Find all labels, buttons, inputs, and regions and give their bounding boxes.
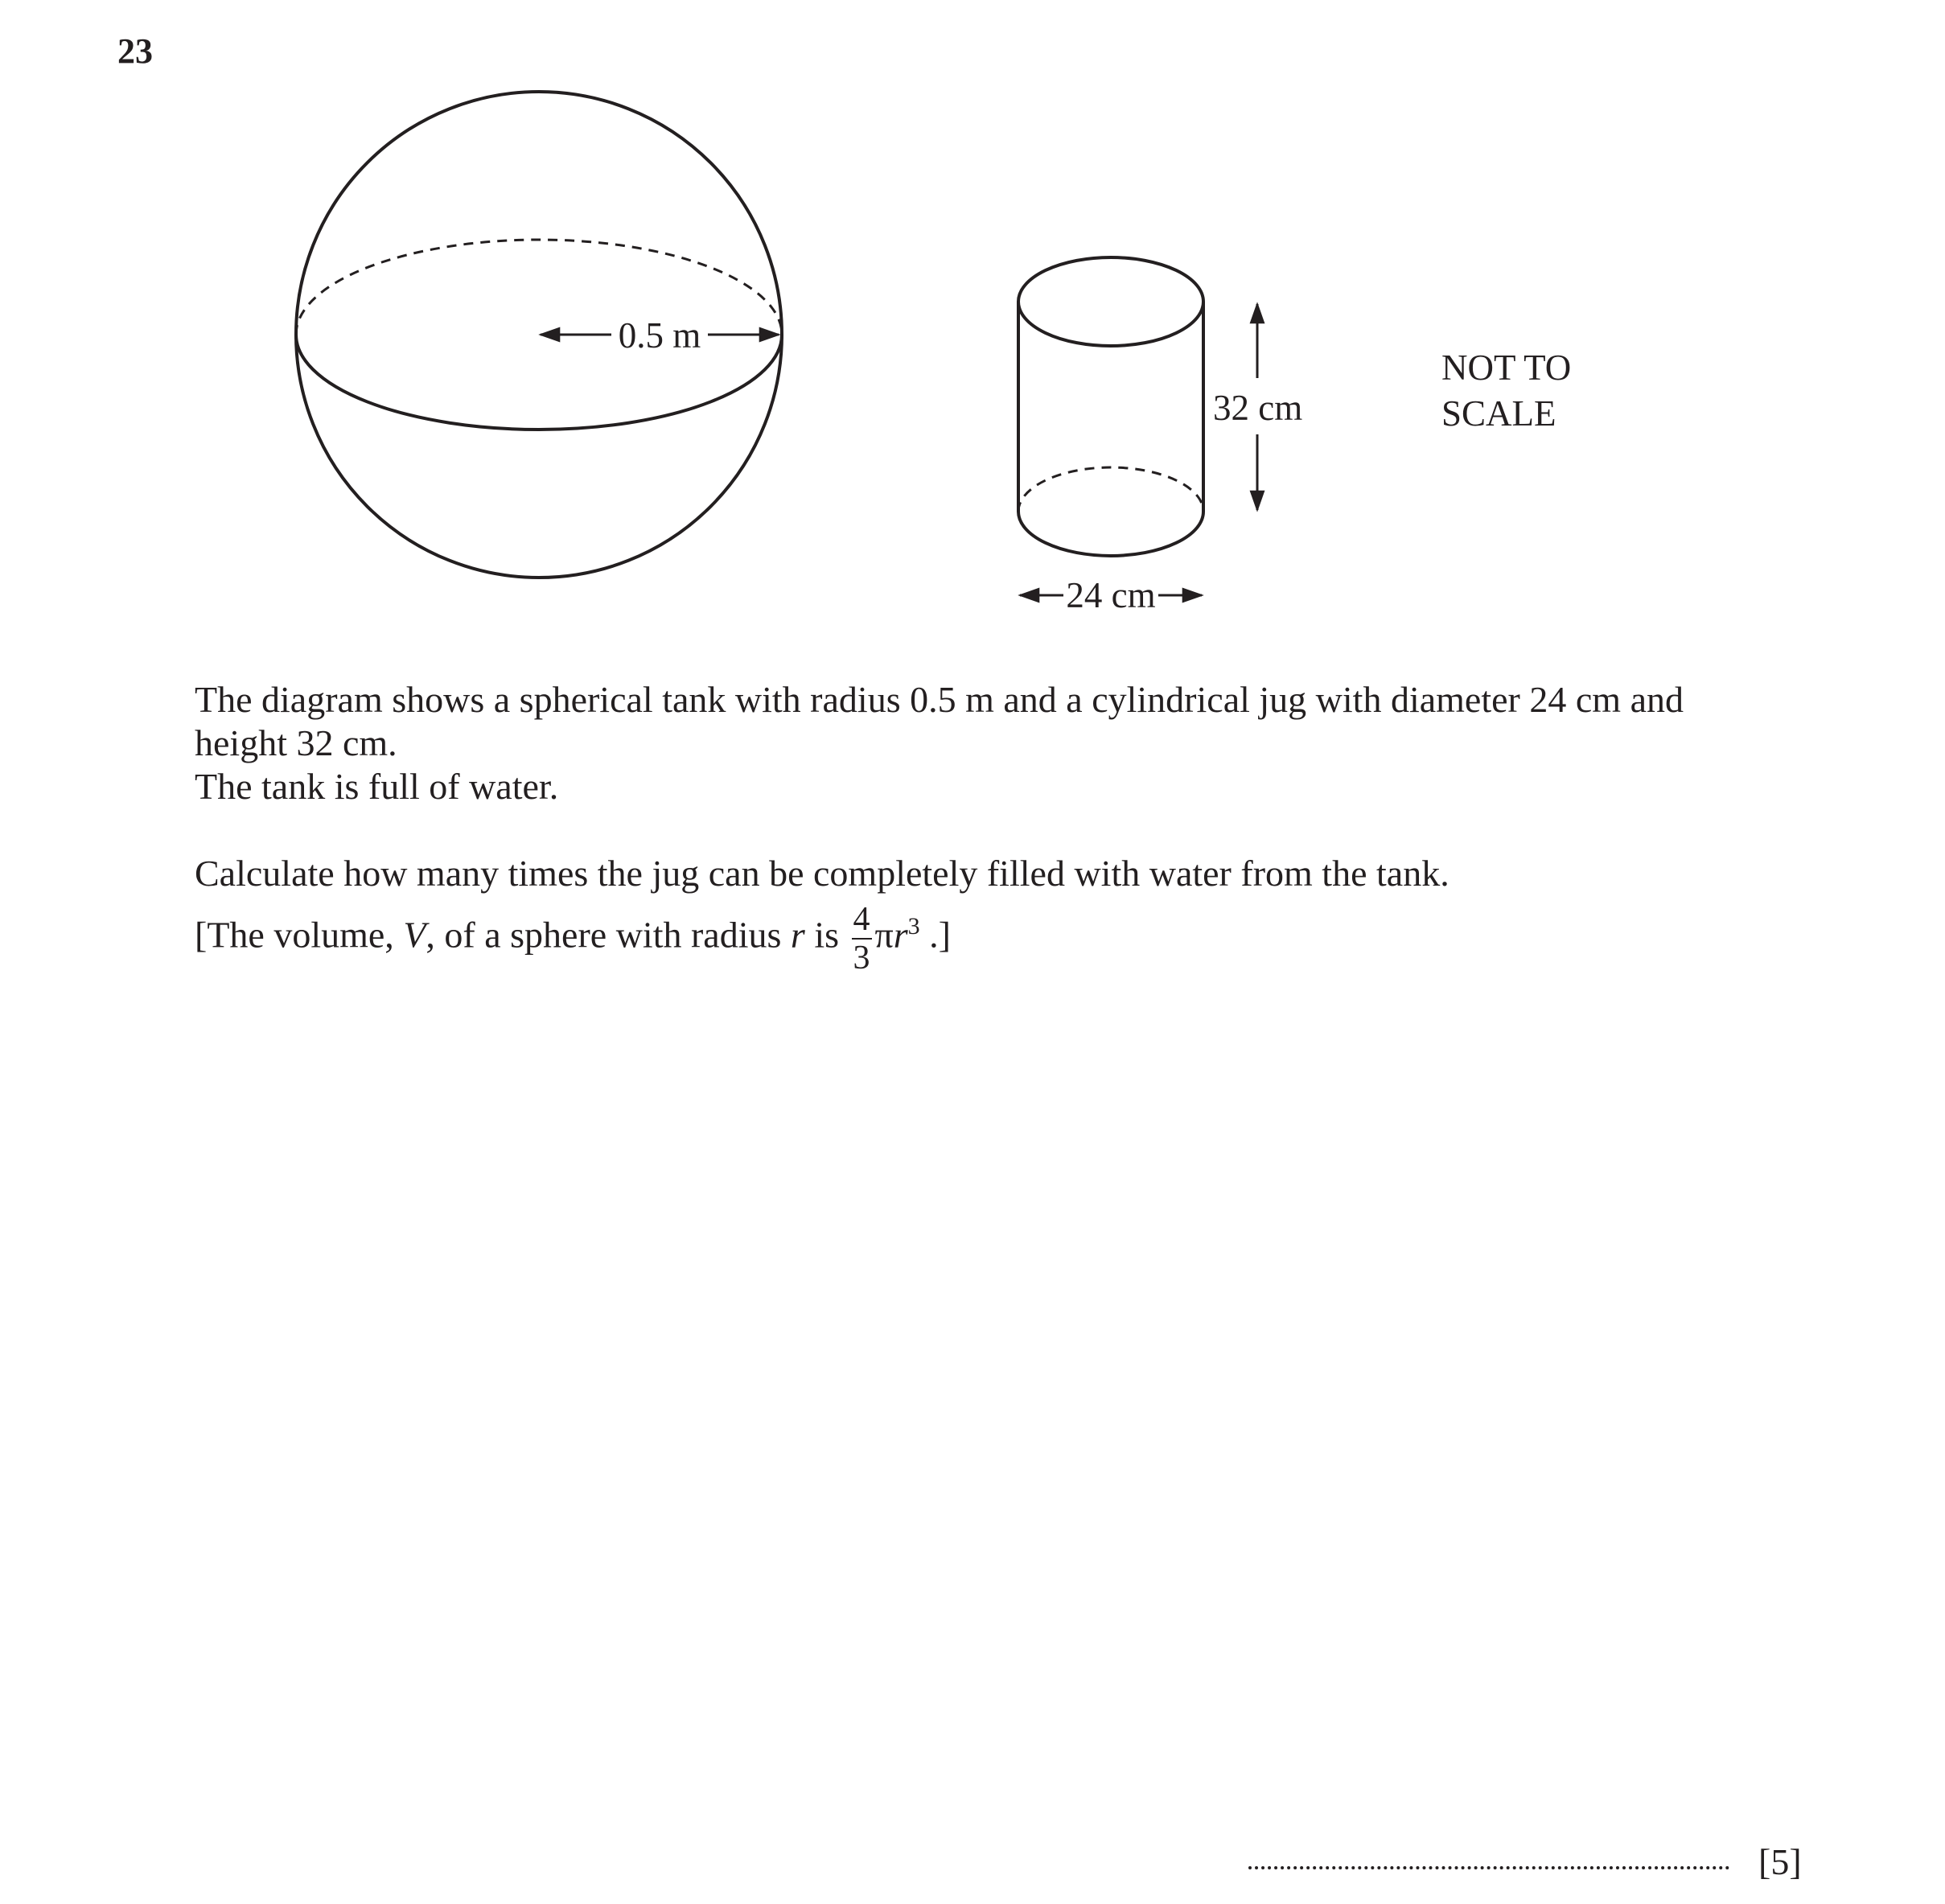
- hint-pi: π: [874, 914, 894, 956]
- hint-variable-r: r: [790, 914, 805, 956]
- question-number: 23: [117, 31, 153, 71]
- cylinder-height-label: 32 cm: [1213, 388, 1303, 428]
- sphere-equator-back: [296, 240, 782, 335]
- description-line-3: The tank is full of water.: [195, 766, 559, 807]
- marks-label: [5]: [1758, 1841, 1802, 1882]
- not-to-scale-line1: NOT TO: [1441, 347, 1572, 388]
- diagram: [0, 0, 1945, 644]
- hint-is: is: [804, 914, 849, 956]
- sphere-equator-front: [296, 335, 782, 430]
- hint-variable-r2: r: [893, 914, 908, 956]
- hint-start: [The volume,: [195, 914, 404, 956]
- cylinder-bottom-front: [1018, 512, 1203, 556]
- hint-exponent: 3: [907, 913, 920, 940]
- hint-variable-v: V: [403, 914, 426, 956]
- cylinder-top: [1018, 257, 1203, 346]
- description-line-1: The diagram shows a spherical tank with radius 0.5 m and a cylindrical jug with diameter 24 cm and: [195, 679, 1684, 720]
- not-to-scale-line2: SCALE: [1441, 393, 1556, 434]
- question-description: [195, 678, 1799, 808]
- answer-line[interactable]: [1248, 1866, 1729, 1869]
- description-line-2: height 32 cm.: [195, 722, 397, 763]
- cylinder-diameter-label: 24 cm: [1066, 575, 1156, 615]
- sphere: [296, 92, 782, 578]
- formula-hint: [195, 903, 951, 975]
- fraction-denominator: 3: [853, 940, 870, 977]
- hint-end: .]: [919, 914, 951, 956]
- question-instruction: Calculate how many times the jug can be completely filled with water from the tank.: [195, 853, 1449, 894]
- hint-mid: , of a sphere with radius: [426, 914, 791, 956]
- cylinder-bottom-back: [1018, 467, 1203, 512]
- fraction-four-thirds: [852, 903, 872, 975]
- fraction-numerator: 4: [853, 901, 870, 938]
- sphere-radius-label: 0.5 m: [618, 315, 701, 356]
